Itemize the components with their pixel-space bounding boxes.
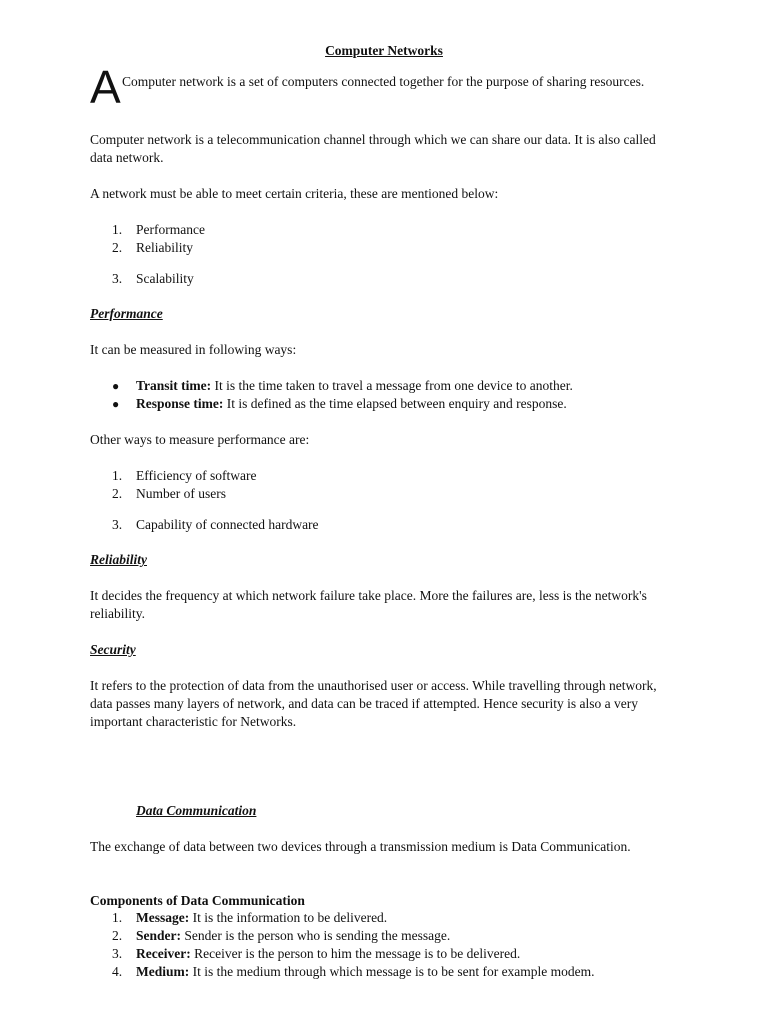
list-item: 1. Message: It is the information to be delivered. — [112, 910, 388, 925]
performance-intro: It can be measured in following ways: — [90, 342, 297, 357]
drop-cap: A — [90, 61, 121, 113]
telecom-paragraph: Computer network is a telecommunication channel through which we can share our data. It is also called data network. — [90, 132, 656, 165]
list-item: 4. Medium: It is the medium through which message is to be sent for example modem. — [112, 964, 595, 979]
list-item: 1. Performance — [112, 222, 205, 237]
list-item: 1. Efficiency of software — [112, 468, 257, 483]
other-ways-list — [90, 467, 680, 534]
bullet-icon: ● — [112, 397, 120, 411]
criteria-list — [90, 221, 680, 288]
data-communication-paragraph: The exchange of data between two devices through a transmission medium is Data Communication. — [90, 839, 631, 854]
list-item: 2. Reliability — [112, 240, 193, 255]
list-item: ● Transit time: It is the time taken to travel a message from one device to another. — [112, 378, 573, 393]
data-communication-heading: Data Communication — [136, 803, 257, 818]
security-paragraph: It refers to the protection of data from the unauthorised user or access. While travelling through network, data passes many layers of network, and data can be traced if attempted. Hence security is also a very important characteristic for Networks. — [90, 678, 657, 729]
page-title: Computer Networks — [325, 43, 443, 58]
bullet-icon: ● — [112, 379, 120, 393]
list-item: 3. Capability of connected hardware — [112, 517, 319, 532]
reliability-paragraph: It decides the frequency at which network failure take place. More the failures are, less is the network's reliability. — [90, 588, 647, 621]
list-item: 3. Scalability — [112, 271, 194, 286]
list-item: 2. Number of users — [112, 486, 226, 501]
intro-text: Computer network is a set of computers connected together for the purpose of sharing resources. — [122, 74, 645, 89]
security-heading: Security — [90, 642, 136, 657]
other-ways-paragraph: Other ways to measure performance are: — [90, 432, 310, 447]
list-item: ● Response time: It is defined as the time elapsed between enquiry and response. — [112, 396, 567, 411]
performance-bullets — [90, 377, 680, 413]
performance-heading: Performance — [90, 306, 163, 321]
components-list — [90, 909, 680, 981]
list-item: 3. Receiver: Receiver is the person to him the message is to be delivered. — [112, 946, 521, 961]
components-heading: Components of Data Communication — [90, 893, 305, 908]
criteria-paragraph: A network must be able to meet certain criteria, these are mentioned below: — [90, 186, 499, 201]
list-item: 2. Sender: Sender is the person who is sending the message. — [112, 928, 451, 943]
reliability-heading: Reliability — [90, 552, 147, 567]
